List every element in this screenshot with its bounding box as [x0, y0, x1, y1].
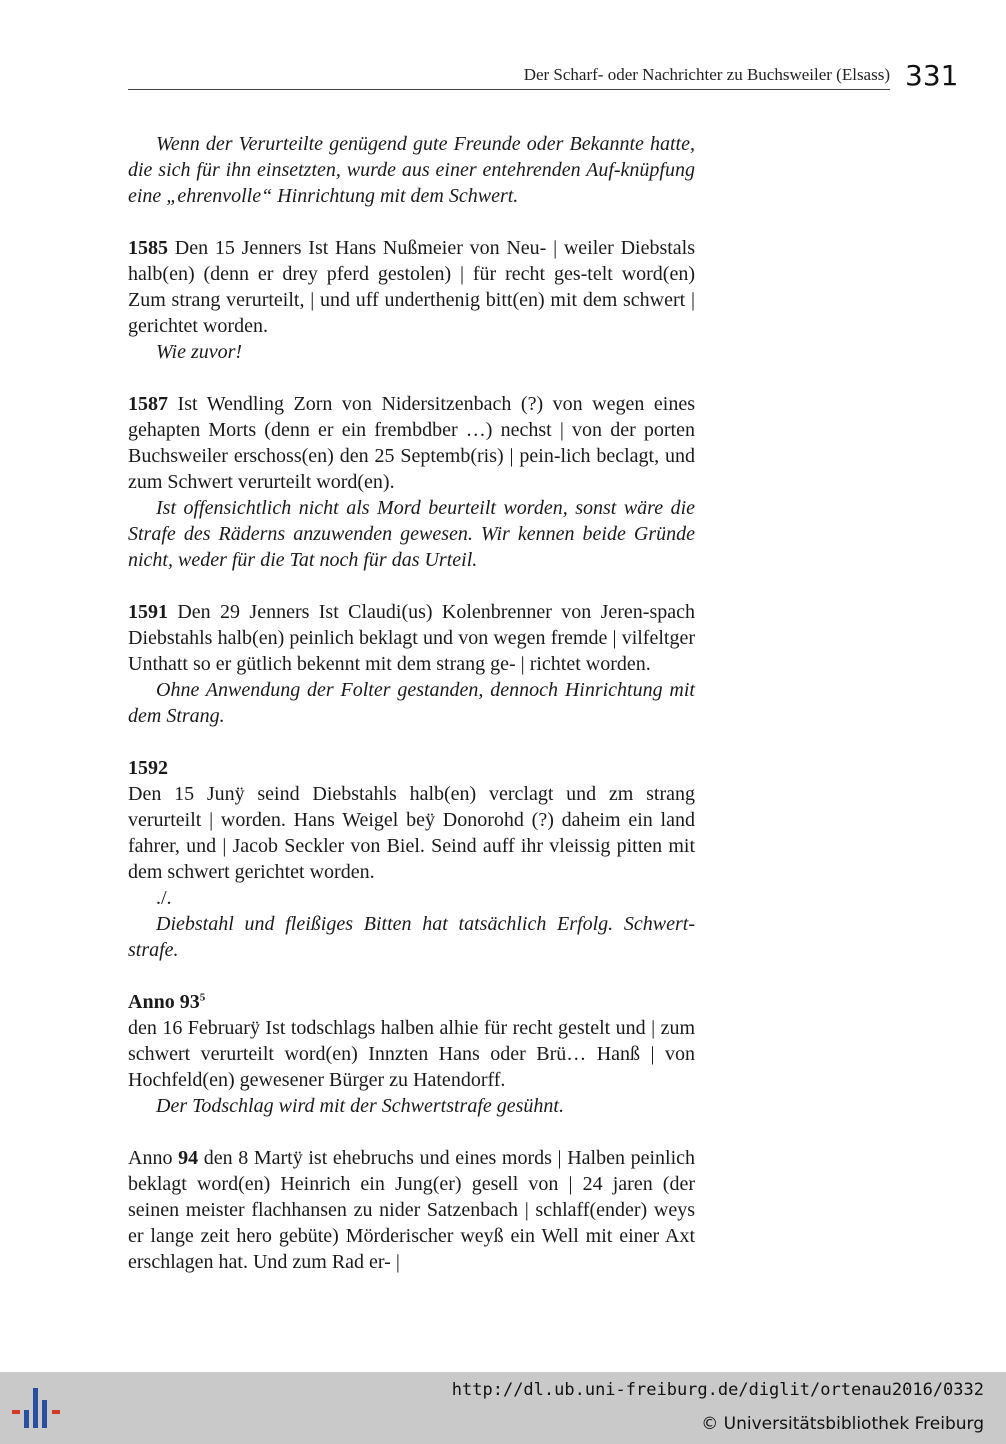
running-title: Der Scharf- oder Nachrichter zu Buchsweiler (Elsass): [523, 65, 890, 84]
entry-1591: [128, 599, 695, 677]
page-number: 331: [905, 59, 959, 92]
entry-year: 94: [178, 1147, 199, 1169]
entry-prefix: Anno: [128, 1147, 179, 1169]
main-text: [128, 131, 695, 1275]
entry-text: den 8 Martÿ ist ehebruchs und eines mords | Halben peinlich beklagt word(en) Heinrich ein Jung(er) gesell von | 24 jaren (der seinen meister flachhansen zu nider Satzenbach | schlaff(ender) weys er lange zeit hero gebüte) Mörderischer weyß ein Well mit einer Axt erschlagen hat. Und zum Rad er- |: [128, 1147, 695, 1273]
entry-year: 1585: [128, 237, 168, 259]
entry-text: Den 15 Junÿ seind Diebstahls halb(en) verclagt und zm strang verurteilt | worden. Hans Weigel beÿ Donorohd (?) daheim ein land fahrer, und | Jacob Seckler von Biel. Seind auff ihr vleissig pitten mit dem schwert gerichtet worden.: [128, 783, 695, 883]
entry-comment: Der Todschlag wird mit der Schwertstrafe gesühnt.: [156, 1095, 564, 1117]
library-logo-icon: [12, 1384, 62, 1434]
running-head: [128, 62, 890, 90]
entry-comment: Ist offensichtlich nicht als Mord beurteilt worden, sonst wäre die Strafe des Räderns anzuwenden gewesen. Wir kennen beide Gründe nicht, weder für die Tat noch für das Urteil.: [128, 497, 695, 571]
entry-text: den 16 Februarÿ Ist todschlags halben alhie für recht gestelt und | zum schwert verurteilt word(en) Innzten Hans oder Brü… Hanß | von Hochfeld(en) gewesener Bürger zu Hatendorff.: [128, 1017, 695, 1091]
entry-text: Den 15 Jenners Ist Hans Nußmeier von Neu- | weiler Diebstals halb(en) (denn er drey pferd gestolen) | für recht ges-telt word(en) Zum strang verurteilt, | und uff underthenig bitt(en) mit dem schwert | gerichtet worden.: [128, 237, 695, 337]
entry-1585: [128, 235, 695, 339]
entry-mark: ./.: [156, 887, 172, 909]
entry-comment: Wie zuvor!: [156, 341, 243, 363]
entry-year: 1587: [128, 393, 168, 415]
entry-year: 1591: [128, 601, 168, 623]
entry-text: Ist Wendling Zorn von Nidersitzenbach (?) von wegen eines gehapten Morts (denn er ein frembdber …) nechst | von der porten Buchsweiler erschoss(en) den 25 Septemb(ris) | pein-lich beclagt, und zum Schwert verurteilt word(en).: [128, 393, 695, 493]
entry-text: Den 29 Jenners Ist Claudi(us) Kolenbrenner von Jeren-spach Diebstahls halb(en) peinlich beklagt und von wegen fremde | vilfeltger Unthatt so er gütlich bekennt mit dem strang ge- | richtet worden.: [128, 601, 695, 675]
source-url-link[interactable]: http://dl.ub.uni-freiburg.de/diglit/ortenau2016/0332: [451, 1380, 984, 1400]
entry-comment: Diebstahl und fleißiges Bitten hat tatsächlich Erfolg. Schwert-strafe.: [128, 913, 695, 961]
entry-heading: [128, 989, 695, 1015]
footnote-marker: 5: [199, 991, 206, 1004]
entry-label: Anno 93: [128, 991, 200, 1013]
entry-1594: [128, 1145, 695, 1275]
copyright-notice: © Universitätsbibliothek Freiburg: [701, 1414, 984, 1434]
entry-comment: Ohne Anwendung der Folter gestanden, dennoch Hinrichtung mit dem Strang.: [128, 679, 695, 727]
entry-1587: [128, 391, 695, 495]
intro-comment: Wenn der Verurteilte genügend gute Freunde oder Bekannte hatte, die sich für ihn einsetzten, wurde aus einer entehrenden Auf-knüpfung eine „ehrenvolle“ Hinrichtung mit dem Schwert.: [128, 133, 695, 207]
entry-year: 1592: [128, 757, 168, 779]
